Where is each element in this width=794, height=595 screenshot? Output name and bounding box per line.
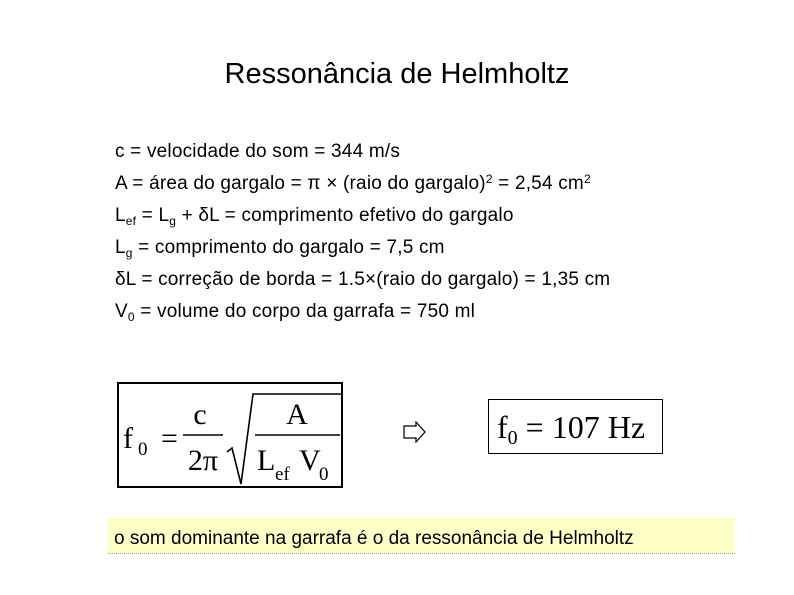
superscript: 2 xyxy=(583,172,591,186)
definition-text: = comprimento do gargalo = 7,5 cm xyxy=(132,237,445,258)
subscript: g xyxy=(125,246,133,260)
formula-numerator-c: c xyxy=(193,398,207,431)
definition-text: = L xyxy=(136,205,170,226)
formula-equals: = xyxy=(161,422,178,455)
superscript: 2 xyxy=(485,172,493,186)
result-subscript: 0 xyxy=(507,427,518,449)
definition-text: L xyxy=(115,205,126,226)
result-box xyxy=(488,399,663,454)
definition-text: V xyxy=(115,301,128,322)
formula-denominator-two-pi: 2π xyxy=(187,444,219,477)
subscript: ef xyxy=(125,214,137,228)
definition-neck-length xyxy=(115,232,610,264)
definition-text: A = área do gargalo = π × (raio do gargalo) xyxy=(115,173,486,194)
result-value: = 107 Hz xyxy=(517,409,646,445)
helmholtz-formula-box xyxy=(117,382,343,488)
definition-text: = 2,54 cm xyxy=(492,173,584,194)
conclusion-banner xyxy=(108,518,735,554)
definition-speed-of-sound xyxy=(115,136,610,168)
definition-text: δL = correção de borda = 1.5×(raio do gargalo) = 1,35 cm xyxy=(115,269,611,290)
formula-f-subscript: 0 xyxy=(138,439,148,460)
right-arrow-icon xyxy=(403,421,427,448)
formula-L: L xyxy=(257,444,276,477)
definition-text: + δL = comprimento efetivo do gargalo xyxy=(176,205,514,226)
definition-text: c = velocidade do som = 344 m/s xyxy=(115,141,401,162)
helmholtz-formula xyxy=(119,384,345,490)
definition-text: L xyxy=(115,237,126,258)
formula-area-A: A xyxy=(286,398,308,431)
subscript: 0 xyxy=(127,310,135,324)
slide-title: Ressonância de Helmholtz xyxy=(224,58,570,90)
result-f: f xyxy=(497,409,508,445)
subscript: g xyxy=(169,214,177,228)
definition-effective-length xyxy=(115,200,610,232)
definition-neck-area xyxy=(115,168,610,200)
formula-V-subscript: 0 xyxy=(319,464,329,485)
definition-body-volume xyxy=(115,296,610,328)
definitions-list xyxy=(115,136,610,328)
formula-V: V xyxy=(299,444,321,477)
definition-end-correction xyxy=(115,264,610,296)
definition-text: = volume do corpo da garrafa = 750 ml xyxy=(134,301,476,322)
formula-f: f xyxy=(123,422,133,455)
conclusion-text: o som dominante na garrafa é o da ressonância de Helmholtz xyxy=(114,528,634,549)
formula-L-subscript: ef xyxy=(275,464,290,485)
